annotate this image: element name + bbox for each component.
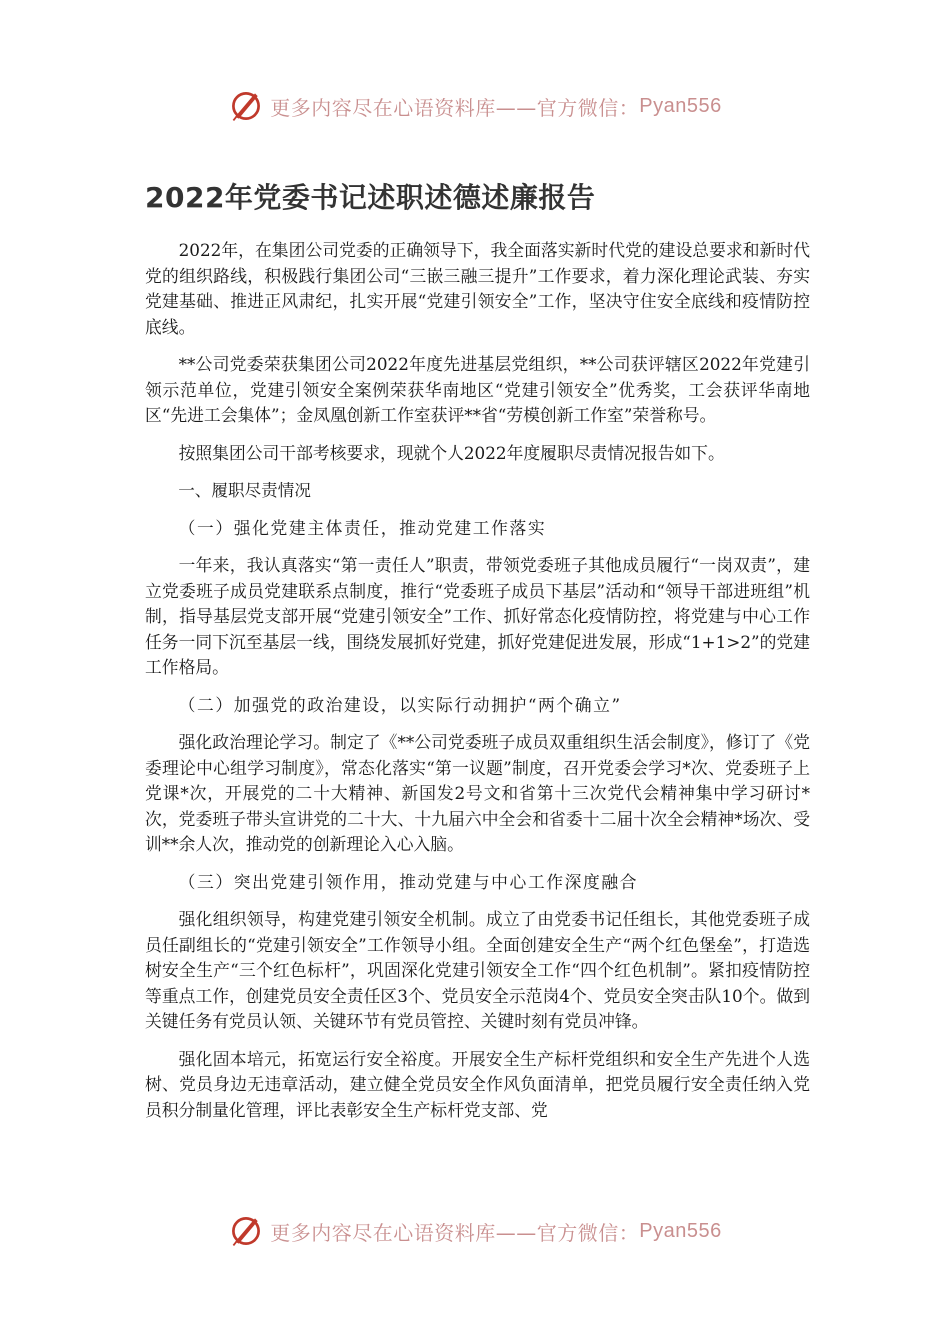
quill-logo-icon — [228, 1213, 264, 1249]
honors-paragraph: **公司党委荣获集团公司2022年度先进基层党组织，**公司获评辖区2022年党建引领示范单位，党建引领安全案例荣获华南地区“党建引领安全”优秀奖，工会获评华南地区“先进工会集体”；金凤凰创新工作室获评**省“劳模创新工作室”荣誉称号。 — [145, 354, 810, 425]
banner-text: 更多内容尽在心语资料库——官方微信： — [270, 95, 640, 120]
document-title: 2022年党委书记述职述德述廉报告 — [145, 181, 596, 214]
subsection1-paragraph: 一年来，我认真落实“第一责任人”职责，带领党委班子其他成员履行“一岗双责”，建立党委班子成员党建联系点制度，推行“党委班子成员下基层”活动和“领导干部进班组”机制，指导基层党支部开展“党建引领安全”工作、抓好常态化疫情防控，将党建与中心工作任务一同下沉至基层一线，围绕发展抓好党建，抓好党建促进发展，形成“1+1>2”的党建工作格局。 — [145, 555, 810, 677]
document-body — [145, 176, 810, 1135]
banner-text: 更多内容尽在心语资料库——官方微信： — [270, 1220, 640, 1245]
subsection2-paragraph: 强化政治理论学习。制定了《**公司党委班子成员双重组织生活会制度》，修订了《党委理论中心组学习制度》，常态化落实“第一议题”制度，召开党委会学习*次、党委班子上党课*次，开展党的二十大精神、新国发2号文和省第十三次党代会精神集中学习研讨*次，党委班子带头宣讲党的二十大、十九届六中全会和省委十二届十次全会精神*场次、受训**余人次，推动党的创新理论入心入脑。 — [145, 732, 810, 854]
subsection1-heading: （一）强化党建主体责任，推动党建工作落实 — [178, 517, 547, 538]
footer-banner — [0, 1209, 950, 1253]
subsection3-heading: （三）突出党建引领作用，推动党建与中心工作深度融合 — [178, 871, 639, 892]
wechat-id: Pyan556 — [639, 94, 722, 117]
section1-heading: 一、履职尽责情况 — [178, 481, 311, 500]
header-banner — [0, 84, 950, 128]
subsection3-paragraph-1: 强化组织领导，构建党建引领安全机制。成立了由党委书记任组长，其他党委班子成员任副组长的“党建引领安全”工作领导小组。全面创建安全生产“两个红色堡垒”，打造选树安全生产“三个红色标杆”，巩固深化党建引领安全工作“四个红色机制”。紧扣疫情防控等重点工作，创建党员安全责任区3个、党员安全示范岗4个、党员安全突击队10个。做到关键任务有党员认领、关键环节有党员管控、关键时刻有党员冲锋。 — [145, 909, 810, 1031]
quill-logo-icon — [228, 88, 264, 124]
subsection2-heading: （二）加强党的政治建设，以实际行动拥护“两个确立” — [178, 694, 622, 715]
wechat-id: Pyan556 — [639, 1219, 722, 1242]
intro-paragraph: 2022年，在集团公司党委的正确领导下，我全面落实新时代党的建设总要求和新时代党的组织路线，积极践行集团公司“三嵌三融三提升”工作要求，着力深化理论武装、夯实党建基础、推进正风肃纪，扎实开展“党建引领安全”工作，坚决守住安全底线和疫情防控底线。 — [145, 240, 810, 337]
subsection3-paragraph-2: 强化固本培元，拓宽运行安全裕度。开展安全生产标杆党组织和安全生产先进个人选树、党员身边无违章活动，建立健全党员安全作风负面清单，把党员履行安全责任纳入党员积分制量化管理，评比表彰安全生产标杆党支部、党 — [145, 1048, 810, 1120]
report-lead-paragraph: 按照集团公司干部考核要求，现就个人2022年度履职尽责情况报告如下。 — [178, 442, 725, 463]
